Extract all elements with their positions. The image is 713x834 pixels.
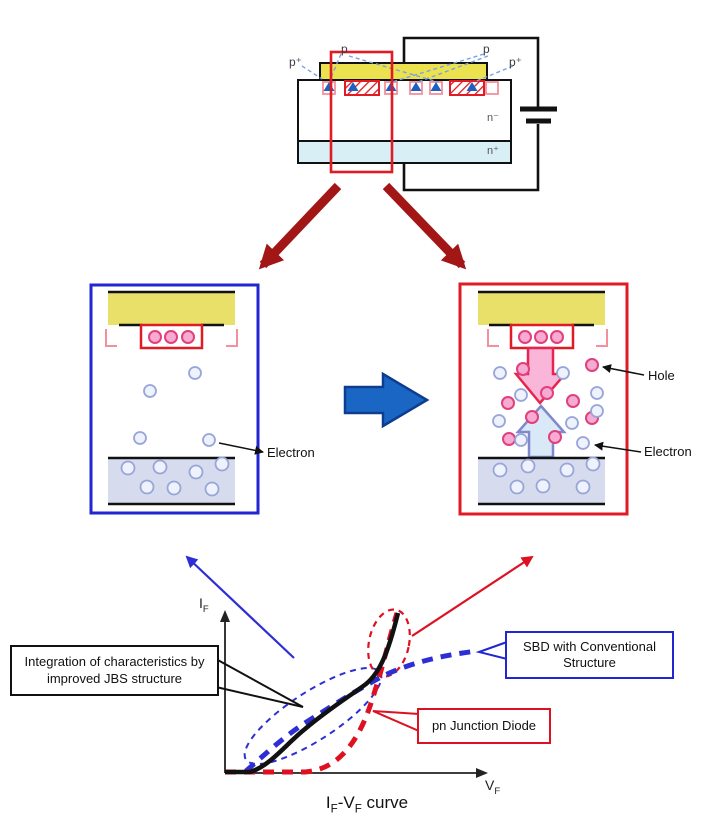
electron-dot bbox=[511, 481, 524, 494]
p-plus-hatched-region bbox=[450, 81, 484, 95]
sbd-callout-wedge bbox=[479, 642, 507, 659]
electron-dot bbox=[144, 385, 156, 397]
electron-dot bbox=[141, 481, 154, 494]
hole-dot bbox=[165, 331, 177, 343]
electron-dot bbox=[134, 432, 146, 444]
transition-block-arrow bbox=[345, 374, 427, 426]
label-p-plus-right: p⁺ bbox=[509, 55, 523, 69]
hole-dot bbox=[586, 359, 598, 371]
hole-dot bbox=[149, 331, 161, 343]
electron-dot bbox=[566, 417, 578, 429]
right-anode-metal bbox=[478, 292, 605, 325]
electron-dot bbox=[154, 461, 167, 474]
detail-box-right-bipolar bbox=[460, 284, 644, 514]
electron-dot bbox=[587, 458, 600, 471]
hole-dot bbox=[549, 431, 561, 443]
jbs-callout-box bbox=[10, 645, 219, 696]
electron-dot bbox=[493, 415, 505, 427]
electron-dot bbox=[591, 387, 603, 399]
electron-dot bbox=[561, 464, 574, 477]
chart-caption: $I_F-V_F$ curve bbox=[325, 793, 409, 816]
jbs-callout-leader-2 bbox=[216, 687, 303, 707]
pn-callout-label: pn Junction Diode bbox=[431, 717, 537, 733]
right-electron-label: Electron bbox=[644, 444, 692, 459]
electron-dot bbox=[577, 481, 590, 494]
electron-dot bbox=[537, 480, 550, 493]
electron-dot bbox=[122, 462, 135, 475]
electron-dot bbox=[494, 464, 507, 477]
hole-dot bbox=[502, 397, 514, 409]
left-pwell-holes bbox=[149, 331, 194, 343]
hole-dot bbox=[519, 331, 531, 343]
right-hole-label: Hole bbox=[648, 368, 675, 383]
x-axis-label: $V_F$ bbox=[485, 777, 501, 797]
sbd-callout-box bbox=[505, 631, 674, 679]
y-axis-arrowhead bbox=[220, 610, 230, 622]
hole-dot bbox=[526, 411, 538, 423]
electron-dot bbox=[494, 367, 506, 379]
jbs-callout-leader-1 bbox=[216, 659, 303, 707]
hole-dot bbox=[517, 363, 529, 375]
jbs-callout-line2: improved JBS structure bbox=[46, 670, 183, 686]
electron-dot bbox=[189, 367, 201, 379]
y-axis-label: $I_F$ bbox=[199, 595, 209, 615]
electron-dot bbox=[203, 434, 215, 446]
detail-box-left-jbs bbox=[91, 285, 263, 513]
zoom-arrow-left bbox=[263, 186, 338, 265]
hole-dot bbox=[182, 331, 194, 343]
electron-dot bbox=[591, 405, 603, 417]
left-anode-metal bbox=[108, 292, 235, 325]
p-region-square bbox=[486, 82, 498, 94]
iv-curve-chart bbox=[187, 557, 532, 780]
sbd-callout-line2: Structure bbox=[563, 655, 616, 670]
hole-dot bbox=[567, 395, 579, 407]
zoom-arrow-right bbox=[386, 186, 462, 265]
label-p-plus-left: p⁺ bbox=[289, 55, 303, 69]
electron-dot bbox=[206, 483, 219, 496]
electron-dot bbox=[190, 466, 203, 479]
link-arrow-to-right-box bbox=[412, 557, 532, 636]
label-n-plus: n⁺ bbox=[487, 145, 499, 157]
hole-dot bbox=[535, 331, 547, 343]
electron-dot bbox=[216, 458, 229, 471]
label-n-minus: n⁻ bbox=[487, 112, 499, 124]
electron-dot bbox=[522, 460, 535, 473]
device-cross-section bbox=[263, 38, 557, 265]
hole-dot bbox=[503, 433, 515, 445]
label-p-left: p bbox=[341, 42, 348, 56]
electron-dot bbox=[168, 482, 181, 495]
label-p-right: p bbox=[483, 42, 490, 56]
electron-dot bbox=[557, 367, 569, 379]
pn-diode-curve bbox=[225, 613, 397, 772]
sbd-callout-line1: SBD with Conventional bbox=[523, 638, 656, 654]
pn-callout-wedge bbox=[373, 711, 419, 731]
electron-dot bbox=[577, 437, 589, 449]
pn-callout-box bbox=[417, 708, 551, 744]
jbs-callout-line1: Integration of characteristics by bbox=[24, 654, 205, 670]
electron-dot bbox=[515, 389, 527, 401]
hole-dot bbox=[541, 387, 553, 399]
left-electron-label: Electron bbox=[267, 445, 315, 460]
hole-dot bbox=[551, 331, 563, 343]
electron-dot bbox=[515, 434, 527, 446]
right-pwell-holes bbox=[519, 331, 563, 343]
